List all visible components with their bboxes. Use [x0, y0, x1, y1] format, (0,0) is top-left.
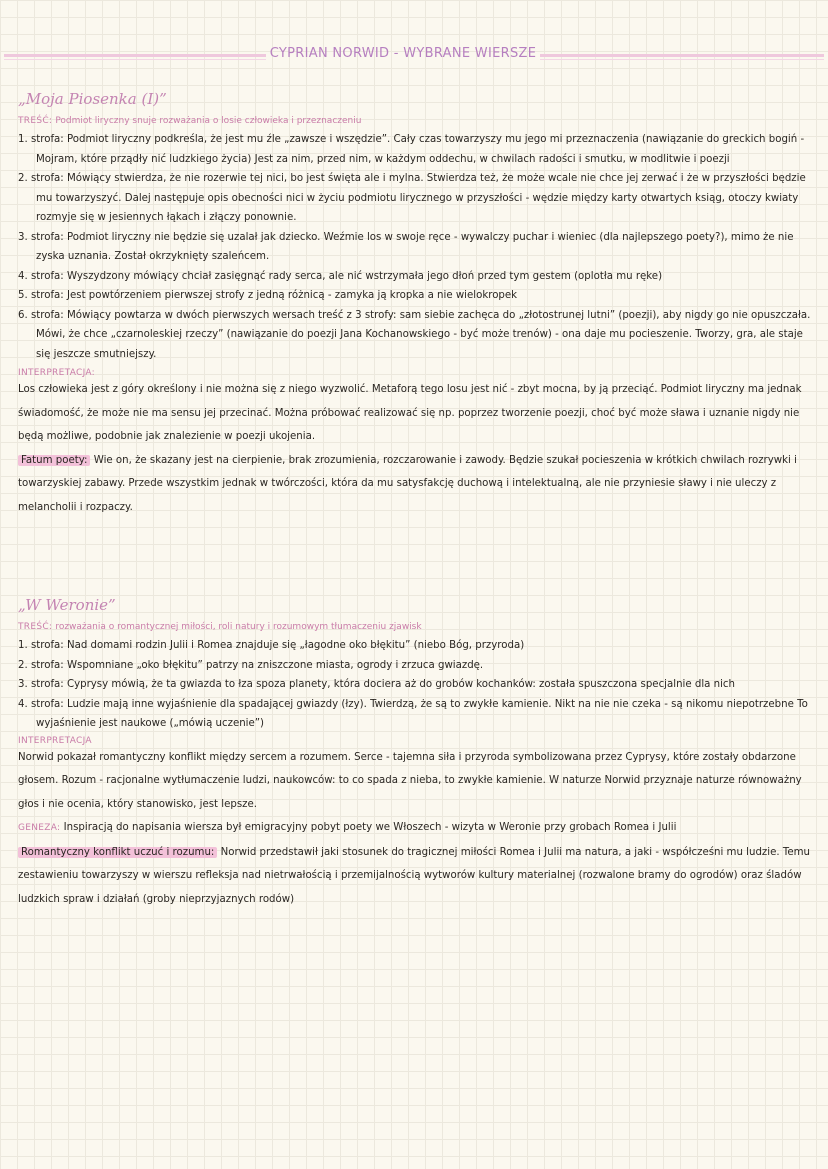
- stanza-item: [18, 656, 814, 676]
- poem2-section: [18, 596, 814, 911]
- poem1-tresc: [18, 112, 814, 130]
- stanza-text: Jest powtórzeniem pierwszej strofy z jedną różnicą - zamyka ją kropka a nie wielokropek: [66, 290, 518, 301]
- stanza-item: [18, 636, 814, 656]
- poem2-title: „W Weronie”: [18, 596, 116, 614]
- stanza-item: [18, 306, 814, 365]
- stanza-item: [18, 267, 814, 287]
- poem1-fatum-label: Fatum poety:: [18, 455, 90, 466]
- poem1-title: „Moja Piosenka (I)”: [18, 90, 167, 108]
- poem1-fatum-text: Wie on, że skazany jest na cierpienie, brak zrozumienia, rozczarowanie i zawody. Będzie szukał pocieszenia w krótkich chwilach rozrywki i towarzyskiej zabawy. Przede wszystkim jednak w twórczości, która da mu satysfakcję duchową i intelektualną, ale nie przyniesie sławy i nie uleczy z melancholii i rozpaczy.: [18, 454, 797, 513]
- stanza-text: Podmiot liryczny podkreśla, że jest mu źle „zawsze i wszędzie”. Cały czas towarzyszy mu jego mi przeznaczenia (nawiązanie do greckich bogiń - Mojram, które prządły nić ludzkiego życia) Jest za nim, przed nim, w każdym oddechu, w chwilach radości i smutku, w modlitwie i poezji: [36, 134, 805, 165]
- stanza-text: Mówiący powtarza w dwóch pierwszych wersach treść z 3 strofy: sam siebie zachęca do „złotostrunej lutni” (poezji), aby nigdy go nie opuszczała. Mówi, że chce „czarnoleskiej rzeczy” (nawiązanie do poezji Jana Kochanowskiego - być może trenów) - ona daje mu pocieszenie. Tworzy, gra, ale staje się jeszcze smutniejszy.: [36, 309, 811, 360]
- poem2-tresc-label: TREŚĆ:: [18, 622, 53, 632]
- poem2-stanza-list: [18, 636, 814, 734]
- poem2-geneza-text: Inspiracją do napisania wiersza był emigracyjny pobyt poety we Włoszech - wizyta w Weronie przy grobach Romea i Julii: [63, 822, 677, 833]
- poem2-interp-label: INTERPRETACJA: [18, 735, 92, 746]
- stanza-number: 2. strofa:: [18, 173, 64, 184]
- poem2-tresc-text-span: rozważania o romantycznej miłości, roli natury i rozumowym tłumaczeniu zjawisk: [55, 622, 422, 632]
- stanza-item: [18, 228, 814, 267]
- stanza-item: [18, 130, 814, 169]
- stanza-number: 4. strofa:: [18, 270, 64, 282]
- stanza-text: Ludzie mają inne wyjaśnienie dla spadającej gwiazdy (łzy). Twierdzą, że są to zwykłe kamienie. Nikt na nie nie czeka - są nikomu niepotrzebne To wyjaśnienie jest naukowe („mówią uczenie”): [36, 698, 808, 729]
- stanza-number: 5. strofa:: [18, 290, 64, 301]
- stanza-item: [18, 286, 814, 306]
- poem1-tresc-text-span: Podmiot liryczny snuje rozważania o losie człowieka i przeznaczeniu: [55, 116, 362, 126]
- page-title: CYPRIAN NORWID - WYBRANE WIERSZE: [269, 46, 537, 61]
- header-rule-left-thin: [4, 59, 266, 60]
- stanza-text: Nad domami rodzin Julii i Romea znajduje się „łagodne oko błękitu” (niebo Bóg, przyroda): [66, 640, 525, 651]
- poem2-konflikt-label: Romantyczny konflikt uczuć i rozumu:: [18, 847, 217, 858]
- poem2-geneza-label: GENEZA:: [18, 823, 61, 833]
- stanza-number: 3. strofa:: [18, 231, 64, 243]
- stanza-number: 1. strofa:: [18, 134, 64, 145]
- stanza-text: Wspomniane „oko błękitu” patrzy na zniszczone miasta, ogrody i zrzuca gwiazdę.: [66, 659, 484, 671]
- header-rule-left: [4, 54, 266, 57]
- poem1-tresc-label: TREŚĆ:: [18, 116, 53, 126]
- stanza-number: 2. strofa:: [18, 659, 64, 671]
- poem2-tresc-text: [55, 622, 421, 632]
- poem2-tresc: [18, 618, 814, 636]
- stanza-text: Wyszydzony mówiący chciał zasięgnąć rady serca, ale nić wstrzymała jego dłoń przed tym gestem (oplotła mu ręke): [66, 270, 663, 282]
- stanza-item: [18, 675, 814, 695]
- page-header: [0, 40, 828, 70]
- stanza-number: 6. strofa:: [18, 309, 64, 321]
- header-rule-right-thin: [540, 59, 824, 60]
- header-rule-right: [540, 54, 824, 57]
- poem2-konflikt-text: Norwid przedstawił jaki stosunek do tragicznej miłości Romea i Julii ma natura, a jaki - współcześni mu ludzie. Temu zestawieniu towarzyszy w wierszu refleksja nad nietrwałością i przemijalnością wytworów kultury materialnej (rozwalone bramy do ogrodów) oraz śladów ludzkich spraw i działań (groby nieprzyjaznych rodów): [18, 846, 810, 905]
- poem1-stanza-list: [18, 130, 814, 364]
- poem2-geneza: [18, 816, 814, 841]
- poem2-interp-text: Norwid pokazał romantyczny konflikt między sercem a rozumem. Serce - tajemna siła i przyroda symbolizowana przez Cyprysy, które zostały obdarzone głosem. Rozum - racjonalne wytłumaczenie ludzi, naukowców: to co spada z nieba, to zwykłe kamienie. W naturze Norwid przyznaje naturze równoważny głos i nie ocenia, który stanowisko, jest lepsze.: [18, 751, 802, 810]
- poem1-interp-text: Los człowieka jest z góry określony i nie można się z niego wyzwolić. Metaforą tego losu jest nić - zbyt mocna, by ją przeciąć. Podmiot liryczny ma jednak świadomość, że może nie ma sensu jej przecinać. Można próbować realizować się np. poprzez tworzenie poezji, choć być może sława i uznanie nigdy nie będą możliwe, podobnie jak znalezienie w poezji ukojenia.: [18, 384, 802, 442]
- stanza-number: 3. strofa:: [18, 679, 64, 690]
- poem1-interp-label: INTERPRETACJA:: [18, 368, 95, 378]
- stanza-number: 4. strofa:: [18, 698, 64, 710]
- stanza-text: Podmiot liryczny nie będzie się uzalał jak dziecko. Weźmie los w swoje ręce - wywalczy puchar i wieniec (dla najlepszego poety?), mimo że nie zyska uznania. Został okrzyknięty szaleńcem.: [36, 231, 794, 262]
- stanza-text: Cyprysy mówią, że ta gwiazda to łza spoza planety, która dociera aż do grobów kochanków: została spuszczona specjalnie dla nich: [66, 679, 735, 690]
- stanza-text: Mówiący stwierdza, że nie rozerwie tej nici, bo jest święta ale i mylna. Stwierdza też, że może wcale nie chce jej zerwać i że w przyszłości będzie mu towarzyszyć. Dalej następuje opis obecności nici w życiu podmiotu lirycznego w przyszłości - wędzie między karty otwartych ksiąg, otoczy kwiaty rozmyje się w jesiennych łąkach i złączy ponownie.: [36, 173, 806, 223]
- poem1-section: [18, 90, 814, 519]
- poem1-fatum: [18, 449, 814, 520]
- poem2-konflikt: [18, 841, 814, 912]
- stanza-item: [18, 695, 814, 734]
- stanza-item: [18, 169, 814, 228]
- stanza-number: 1. strofa:: [18, 640, 64, 651]
- poem1-tresc-text: [55, 116, 361, 126]
